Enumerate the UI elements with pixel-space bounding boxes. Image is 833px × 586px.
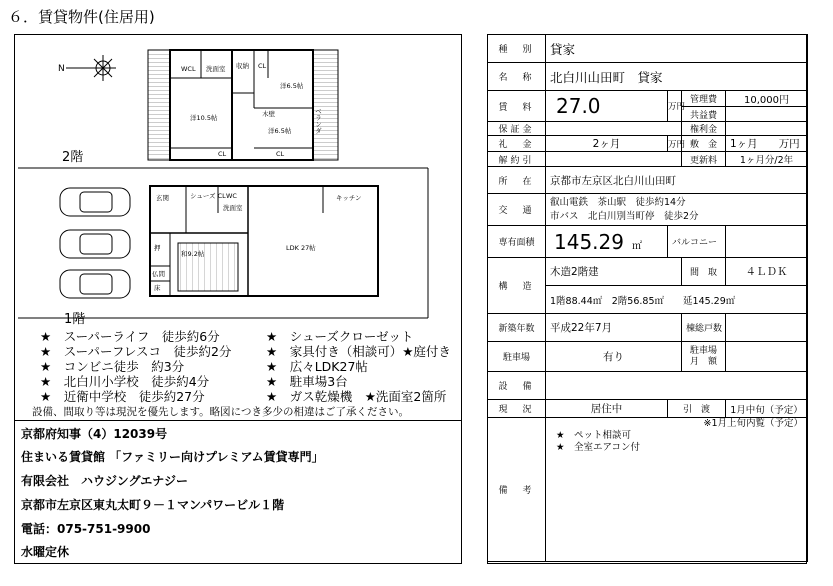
spec-label: 引 渡 xyxy=(668,400,726,418)
room-veranda: ベランダ xyxy=(314,108,322,134)
spec-status: 居住中 xyxy=(546,400,668,418)
company-tel: 電話：075-751-9900 xyxy=(21,522,151,536)
spec-label: 専有面積 xyxy=(488,226,546,258)
spec-rent: 27.0 xyxy=(546,91,668,122)
compass-icon xyxy=(66,55,116,81)
spec-label: 設 備 xyxy=(488,372,546,400)
spec-floor-areas: 1階88.44㎡ 2階56.85㎡ 延145.29㎡ xyxy=(546,286,808,314)
car-icon xyxy=(60,188,130,216)
room-wcl: WCL xyxy=(181,65,196,73)
spec-label: 交 通 xyxy=(488,194,546,226)
room-washroom1: 洗面室 xyxy=(223,204,243,212)
spec-label: 棟総戸数 xyxy=(682,314,726,342)
room-cl2: CL xyxy=(218,150,227,158)
room-kitchen: キッチン xyxy=(336,194,362,202)
room-japanese: 和9.2帖 xyxy=(181,250,205,258)
spec-reikin-unit: 万円 xyxy=(668,136,682,152)
spec-keymoney xyxy=(726,122,808,136)
spec-label: 構 造 xyxy=(488,258,546,314)
spec-mgmt: 10,000円 xyxy=(726,91,808,107)
car-icon xyxy=(60,270,130,298)
feature-item: ★ 広々LDK27帖 xyxy=(266,359,368,374)
feature-item: ★ シューズクローゼット xyxy=(266,329,414,344)
spec-label: 新築年数 xyxy=(488,314,546,342)
spec-parking-fee xyxy=(726,342,808,372)
feature-item: ★ ガス乾燥機 ★洗面室2箇所 xyxy=(266,389,447,404)
feature-item: ★ スーパーフレスコ 徒歩約2分 xyxy=(40,344,232,359)
spec-label: 敷 金 xyxy=(682,136,726,152)
spec-label: 現 況 xyxy=(488,400,546,418)
spec-reikin: 2ヶ月 xyxy=(546,136,668,152)
spec-built: 平成22年7月 xyxy=(546,314,682,342)
floor2-label: 2階 xyxy=(62,150,84,165)
spec-shikikin: 1ヶ月 万円 xyxy=(726,136,808,152)
room-wc: WC xyxy=(226,192,237,200)
company-address: 京都市左京区東丸太町９－１マンパワービル１階 xyxy=(21,498,285,512)
room-western2: 洋6.5帖 xyxy=(280,82,304,90)
spec-equip xyxy=(546,372,808,400)
feature-item: ★ コンビニ徒歩 約3分 xyxy=(40,359,185,374)
feature-item: ★ 北白川小学校 徒歩約4分 xyxy=(40,374,210,389)
disclaimer-note: 設備、間取り等は現況を優先します。略図につき多少の相違はご了承ください。 xyxy=(32,406,409,418)
spec-parking: 有り xyxy=(546,342,682,372)
room-oshiire: 押 xyxy=(154,244,161,252)
spec-remarks: ※1月上旬内覧（予定） ★ ペット相談可 ★ 全室エアコン付 xyxy=(546,418,808,562)
room-wall: 木壁 xyxy=(262,110,275,118)
spec-label: 間 取 xyxy=(682,258,726,286)
page-title: ６．賃貸物件(住居用) xyxy=(8,8,155,26)
spec-common xyxy=(726,107,808,122)
spec-label: 種 別 xyxy=(488,35,546,63)
company-holiday: 水曜定休 xyxy=(21,545,70,559)
room-storage: 収納 xyxy=(236,62,249,70)
spec-label: 駐車場 月 額 xyxy=(682,342,726,372)
spec-deposit xyxy=(546,122,682,136)
spec-label: 駐車場 xyxy=(488,342,546,372)
room-cl: CL xyxy=(258,62,267,70)
spec-layout: ４ＬＤＫ xyxy=(726,258,808,286)
spec-label: 所 在 xyxy=(488,167,546,194)
spec-rent-unit: 万円 xyxy=(668,91,682,122)
spec-renew: 1ヶ月分/2年 xyxy=(726,152,808,167)
spec-balcony xyxy=(726,226,808,258)
store-name: 住まいる賃貸館 「ファミリー向けプレミアム賃貸専門」 xyxy=(21,450,324,464)
room-western1: 洋10.5帖 xyxy=(190,114,218,122)
spec-area: 145.29 ㎡ xyxy=(546,226,668,258)
floor-plan-drawing xyxy=(18,38,458,328)
room-toko: 床 xyxy=(154,284,161,292)
spec-access: 叡山電鉄 茶山駅 徒歩約14分 市バス 北白川別当町停 徒歩2分 xyxy=(546,194,808,226)
spec-label: 更新料 xyxy=(682,152,726,167)
room-butsudan: 仏間 xyxy=(152,270,165,278)
spec-label: 礼 金 xyxy=(488,136,546,152)
spec-label: 名 称 xyxy=(488,63,546,91)
company-info xyxy=(14,420,462,564)
room-cl3: CL xyxy=(276,150,285,158)
room-ldk: LDK 27帖 xyxy=(286,244,316,252)
feature-item: ★ 家具付き（相談可）★庭付き xyxy=(266,344,451,359)
feature-item: ★ スーパーライフ 徒歩約6分 xyxy=(40,329,220,344)
spec-kaiyaku xyxy=(546,152,682,167)
feature-item: ★ 駐車場3台 xyxy=(266,374,348,389)
spec-label: バルコニー xyxy=(668,226,726,258)
spec-label: 賃 料 xyxy=(488,91,546,122)
room-western3: 洋6.5帖 xyxy=(268,127,292,135)
spec-label: 保証金 xyxy=(488,122,546,136)
compass-north: N xyxy=(58,64,65,74)
spec-label: 権利金 xyxy=(682,122,726,136)
spec-label: 解約引 xyxy=(488,152,546,167)
spec-location: 京都市左京区北白川山田町 xyxy=(546,167,808,194)
company-name: 有限会社 ハウジングエナジー xyxy=(21,474,188,488)
room-entrance: 玄関 xyxy=(156,194,169,202)
floor1-label: 1階 xyxy=(64,312,86,327)
room-shoes: シューズ CL xyxy=(190,192,226,200)
spec-handover: 1月中旬（予定） xyxy=(726,400,808,418)
spec-label: 管理費 xyxy=(682,91,726,107)
license-number: 京都府知事（4）12039号 xyxy=(21,427,168,441)
spec-table xyxy=(487,34,808,562)
room-washroom2: 洗面室 xyxy=(206,65,226,73)
spec-units xyxy=(726,314,808,342)
spec-label: 共益費 xyxy=(682,107,726,122)
feature-item: ★ 近衛中学校 徒歩約27分 xyxy=(40,389,205,404)
spec-name: 北白川山田町 貸家 xyxy=(546,63,808,91)
car-icon xyxy=(60,230,130,258)
spec-structure: 木造2階建 xyxy=(546,258,682,286)
spec-label: 備 考 xyxy=(488,418,546,562)
spec-type: 貸家 xyxy=(546,35,808,63)
